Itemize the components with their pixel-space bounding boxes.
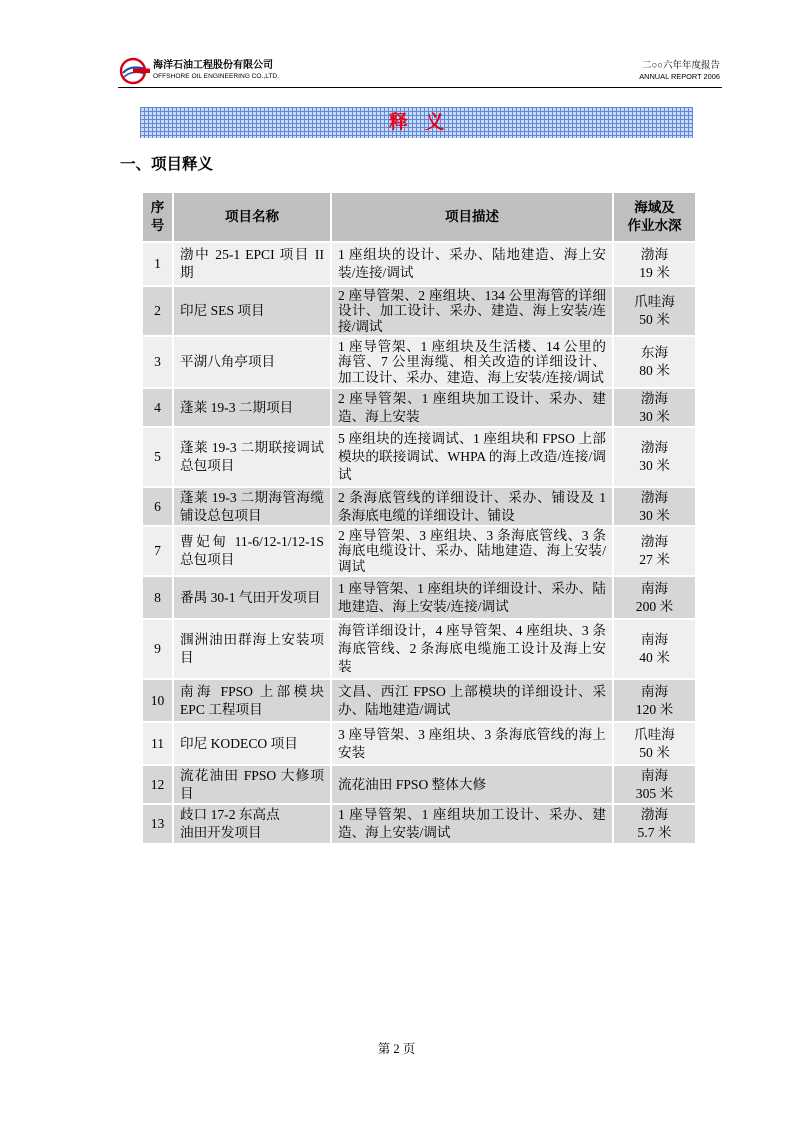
row-number: 3 xyxy=(143,337,172,387)
row-number: 2 xyxy=(143,287,172,335)
sea-area: 东海 xyxy=(640,345,669,360)
project-name: 番禺 30-1 气田开发项目 xyxy=(174,577,330,618)
sea-area: 渤海 xyxy=(640,807,669,822)
row-number: 13 xyxy=(143,805,172,843)
row-number: 11 xyxy=(143,723,172,764)
cnooc-logo-icon xyxy=(119,56,151,86)
table-row xyxy=(143,680,695,721)
water-depth: 27 米 xyxy=(639,552,670,567)
water-depth: 50 米 xyxy=(639,312,670,327)
column-header-sea-line1: 海域及 xyxy=(634,200,675,215)
table-header xyxy=(143,193,695,241)
row-number: 8 xyxy=(143,577,172,618)
water-depth: 5.7 米 xyxy=(637,825,672,840)
water-depth: 200 米 xyxy=(635,598,674,614)
company-name-en: OFFSHORE OIL ENGINEERING CO.,LTD. xyxy=(153,73,280,80)
logo-bar xyxy=(133,69,150,74)
row-number: 6 xyxy=(143,488,172,525)
table-row xyxy=(143,723,695,764)
water-depth: 30 米 xyxy=(639,458,670,473)
table-header-row xyxy=(143,193,695,241)
project-description: 1 座组块的设计、采办、陆地建造、海上安装/连接/调试 xyxy=(332,243,612,285)
sea-area: 渤海 xyxy=(640,390,669,406)
sea-area-depth xyxy=(614,680,695,721)
sea-area-depth xyxy=(614,287,695,335)
row-number: 12 xyxy=(143,766,172,803)
project-description: 海管详细设计，4 座导管架、4 座组块、3 条海底管线、2 条海底电缆施工设计及海上安装 xyxy=(332,620,612,678)
row-number: 5 xyxy=(143,428,172,486)
water-depth: 40 米 xyxy=(639,650,670,665)
sea-area-depth xyxy=(614,243,695,285)
sea-area: 南海 xyxy=(640,767,669,783)
project-name: 涠洲油田群海上安装项目 xyxy=(174,620,330,678)
project-description: 5 座组块的连接调试、1 座组块和 FPSO 上部模块的联接调试、WHPA 的海上改造/连接/调试 xyxy=(332,428,612,486)
project-description: 1 座导管架、1 座组块及生活楼、14 公里的海管、7 公里海缆、相关改造的详细设计、加工设计、采办、建造、海上安装/连接/调试 xyxy=(332,337,612,387)
water-depth: 50 米 xyxy=(639,744,670,760)
project-name: 平湖八角亭项目 xyxy=(174,337,330,387)
water-depth: 30 米 xyxy=(639,408,670,424)
column-header-sea-depth xyxy=(614,193,695,241)
project-description: 2 座导管架、2 座组块、134 公里海管的详细设计、加工设计、采办、建造、海上安装/连接/调试 xyxy=(332,287,612,335)
project-glossary-table xyxy=(141,191,697,845)
sea-area: 南海 xyxy=(640,632,669,647)
sea-area: 渤海 xyxy=(640,534,669,549)
glossary-title-banner xyxy=(140,107,693,138)
row-number: 1 xyxy=(143,243,172,285)
sea-area: 爪哇海 xyxy=(634,726,675,742)
project-description: 3 座导管架、3 座组块、3 条海底管线的海上安装 xyxy=(332,723,612,764)
table-row xyxy=(143,766,695,803)
project-name: 流花油田 FPSO 大修项目 xyxy=(174,766,330,803)
project-description: 2 条海底管线的详细设计、采办、铺设及 1 条海底电缆的详细设计、铺设 xyxy=(332,488,612,525)
sea-area-depth xyxy=(614,527,695,575)
section-heading: 一、项目释义 xyxy=(120,156,214,173)
project-description: 1 座导管架、1 座组块加工设计、采办、建造、海上安装/调试 xyxy=(332,805,612,843)
table-body xyxy=(143,243,695,843)
row-number: 10 xyxy=(143,680,172,721)
table-row xyxy=(143,428,695,486)
project-name: 蓬莱 19-3 二期联接调试总包项目 xyxy=(174,428,330,486)
sea-area: 南海 xyxy=(640,580,669,596)
column-header-description: 项目描述 xyxy=(332,193,612,241)
project-description: 文昌、西江 FPSO 上部模块的详细设计、采办、陆地建造/调试 xyxy=(332,680,612,721)
sea-area-depth xyxy=(614,766,695,803)
water-depth: 30 米 xyxy=(639,507,670,523)
table-row xyxy=(143,527,695,575)
row-number: 9 xyxy=(143,620,172,678)
sea-area-depth xyxy=(614,620,695,678)
sea-area-depth xyxy=(614,488,695,525)
sea-area: 渤海 xyxy=(640,247,669,262)
sea-area-depth xyxy=(614,577,695,618)
project-description: 流花油田 FPSO 整体大修 xyxy=(332,766,612,803)
project-description: 2 座导管架、3 座组块、3 条海底管线、3 条海底电缆设计、采办、陆地建造、海上安装/调试 xyxy=(332,527,612,575)
row-number: 7 xyxy=(143,527,172,575)
sea-area-depth xyxy=(614,805,695,843)
sea-area-depth xyxy=(614,723,695,764)
sea-area: 渤海 xyxy=(640,489,669,505)
project-description: 2 座导管架、1 座组块加工设计、采办、建造、海上安装 xyxy=(332,389,612,426)
table-row xyxy=(143,287,695,335)
water-depth: 19 米 xyxy=(639,265,670,280)
sea-area-depth xyxy=(614,389,695,426)
header-divider xyxy=(118,87,722,88)
column-header-sea-line2: 作业水深 xyxy=(627,218,682,233)
project-name: 南海 FPSO 上部模块 EPC 工程项目 xyxy=(174,680,330,721)
water-depth: 305 米 xyxy=(635,785,674,801)
sea-area-depth xyxy=(614,337,695,387)
table-row xyxy=(143,805,695,843)
table-row xyxy=(143,620,695,678)
sea-area: 爪哇海 xyxy=(634,294,675,309)
report-title-cn: 二○○六年年度报告 xyxy=(642,60,720,71)
company-name-cn: 海洋石油工程股份有限公司 xyxy=(153,60,273,71)
project-name: 印尼 KODECO 项目 xyxy=(174,723,330,764)
project-name: 渤中 25-1 EPCI 项目 II 期 xyxy=(174,243,330,285)
project-name: 印尼 SES 项目 xyxy=(174,287,330,335)
project-name: 蓬莱 19-3 二期海管海缆铺设总包项目 xyxy=(174,488,330,525)
table-row xyxy=(143,577,695,618)
table-row xyxy=(143,243,695,285)
water-depth: 80 米 xyxy=(639,363,670,378)
project-description: 1 座导管架、1 座组块的详细设计、采办、陆地建造、海上安装/连接/调试 xyxy=(332,577,612,618)
glossary-title: 释 义 xyxy=(388,111,451,133)
report-title-en: ANNUAL REPORT 2006 xyxy=(639,72,720,81)
project-name: 歧口 17-2 东高点 油田开发项目 xyxy=(174,805,330,843)
table-row xyxy=(143,337,695,387)
row-number: 4 xyxy=(143,389,172,426)
project-name: 曹妃甸 11-6/12-1/12-1S 总包项目 xyxy=(174,527,330,575)
sea-area-depth xyxy=(614,428,695,486)
page-number: 第 2 页 xyxy=(377,1042,416,1056)
table-row xyxy=(143,389,695,426)
column-header-project-name: 项目名称 xyxy=(174,193,330,241)
sea-area: 南海 xyxy=(640,683,669,699)
column-header-number: 序号 xyxy=(143,193,172,241)
sea-area: 渤海 xyxy=(640,440,669,455)
project-name: 蓬莱 19-3 二期项目 xyxy=(174,389,330,426)
water-depth: 120 米 xyxy=(635,701,674,717)
table-row xyxy=(143,488,695,525)
